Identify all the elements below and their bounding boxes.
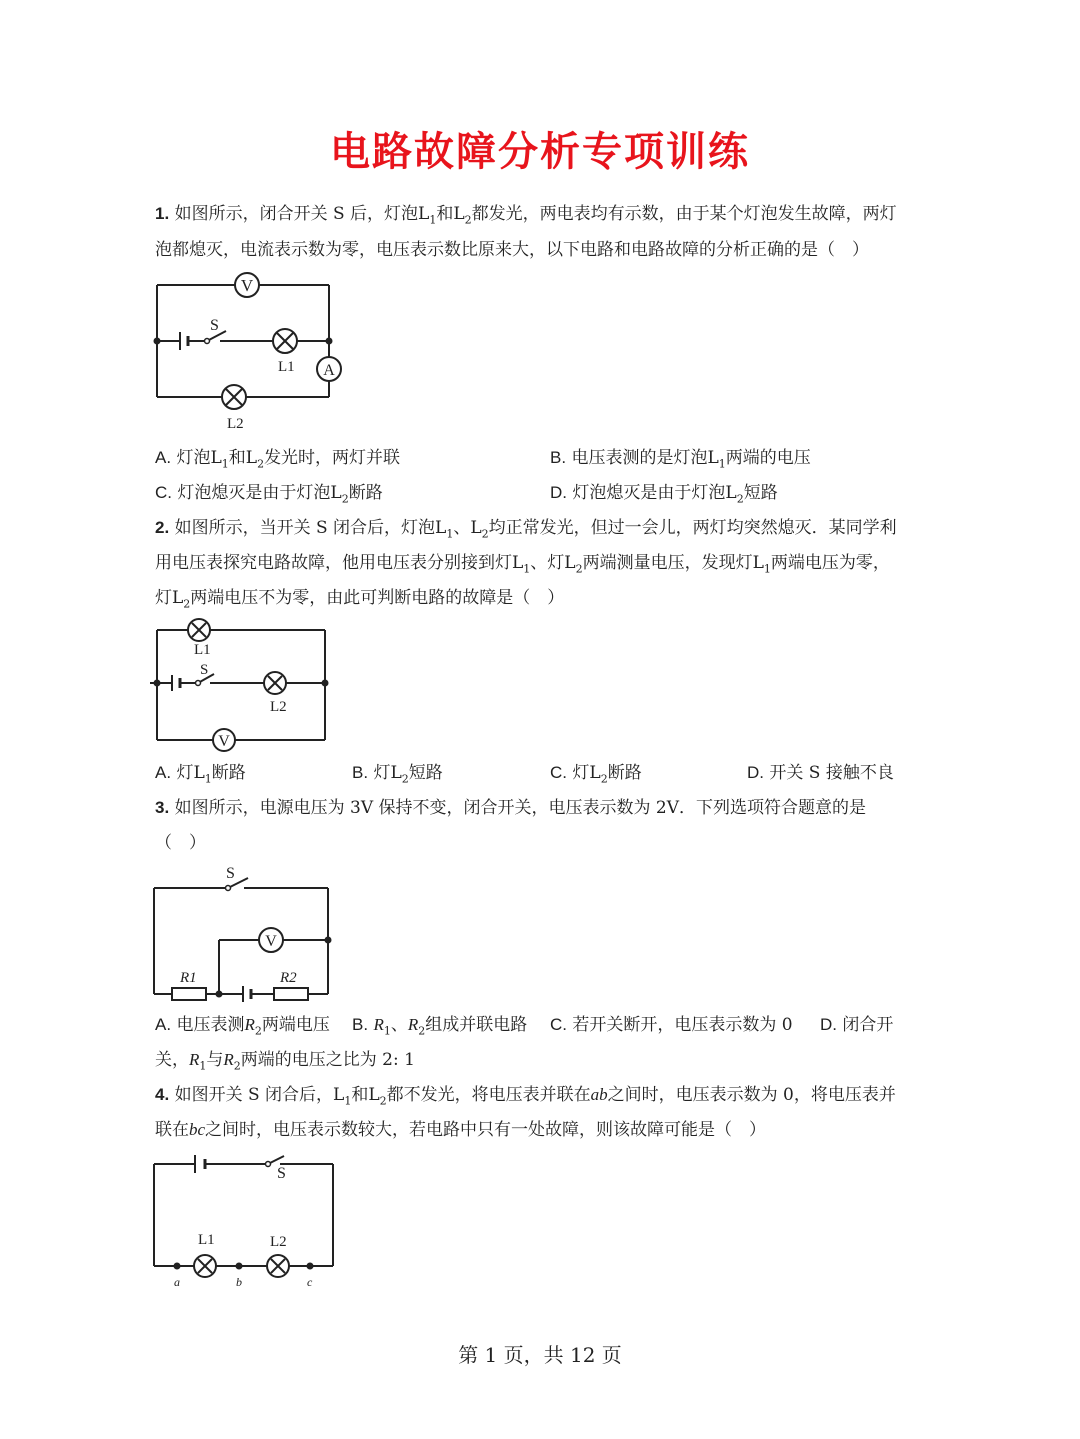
question-3-option-d[interactable]: D. 闭合开 — [820, 1015, 894, 1035]
lamp-l2-label: L2 — [270, 1234, 287, 1250]
node-a-label: a — [174, 1275, 180, 1289]
lamp-l2-label: L2 — [270, 699, 287, 715]
question-2-option-c[interactable]: C. 灯$L_2$断路 — [550, 763, 642, 786]
switch-label: S — [277, 1165, 286, 1182]
voltmeter-label: V — [240, 276, 254, 295]
lamp-l1-label: L1 — [198, 1232, 215, 1248]
question-2-line-1: 2. 如图所示，当开关 S 闭合后，灯泡$L_1$、$L_2$均正常发光，但过一会儿，两灯均突然熄灭．某同学利 — [155, 518, 897, 541]
question-2-number: 2. — [155, 518, 170, 537]
resistor-r2-label: R2 — [280, 970, 297, 986]
question-4-line-2: 联在bc之间时，电压表示数较大，若电路中只有一处故障，则该故障可能是（ ） — [155, 1120, 767, 1140]
page-title: 电路故障分析专项训练 — [330, 129, 750, 175]
question-2-line-3: 灯$L_2$两端电压不为零，由此可判断电路的故障是（ ） — [155, 588, 565, 611]
switch-label: S — [210, 317, 219, 334]
question-1-line-1: 1. 如图所示，闭合开关 S 后，灯泡$L_1$和$L_2$都发光，两电表均有示数，由于某个灯泡发生故障，两灯 — [155, 204, 897, 227]
voltmeter-label: V — [265, 933, 277, 950]
voltmeter-label: V — [218, 733, 230, 750]
question-1-number: 1. — [155, 204, 170, 223]
question-1-option-a[interactable]: A. 灯泡$L_1$和$L_2$发光时，两灯并联 — [155, 448, 401, 471]
lamp-l1-label: L1 — [278, 359, 295, 375]
question-2-option-a[interactable]: A. 灯$L_1$断路 — [155, 763, 246, 786]
lamp-l2-label: L2 — [227, 416, 244, 432]
question-3-option-d-continued: 关，$R_1$与$R_2$两端的电压之比为 2: 1 — [155, 1050, 415, 1073]
question-4-circuit-figure — [150, 1150, 345, 1290]
question-1-line-2: 泡都熄灭，电流表示数为零，电压表示数比原来大，以下电路和电路故障的分析正确的是（ ） — [155, 240, 869, 260]
switch-label: S — [200, 662, 209, 678]
question-2-option-b[interactable]: B. 灯$L_2$短路 — [352, 763, 443, 786]
question-1-option-d[interactable]: D. 灯泡熄灭是由于灯泡$L_2$短路 — [550, 483, 778, 506]
question-3-line-1: 3. 如图所示，电源电压为 3V 保持不变，闭合开关，电压表示数为 2V．下列选项符合题意的是 — [155, 798, 866, 818]
question-2-line-2: 用电压表探究电路故障，他用电压表分别接到灯$L_1$、灯$L_2$两端测量电压，发现灯$L_1$两端电压为零， — [155, 553, 890, 576]
question-3-option-a[interactable]: A. 电压表测$R_2$两端电压 — [155, 1015, 330, 1038]
question-3-option-b[interactable]: B. $R_1$、$R_2$组成并联电路 — [352, 1015, 528, 1038]
switch-label: S — [226, 865, 235, 882]
page-footer: 第 1 页，共 12 页 — [458, 1343, 622, 1367]
question-3-line-2: （ ） — [155, 833, 206, 853]
resistor-r1-label: R1 — [180, 970, 197, 986]
question-1-option-b[interactable]: B. 电压表测的是灯泡$L_1$两端的电压 — [550, 448, 811, 471]
question-1-option-c[interactable]: C. 灯泡熄灭是由于灯泡$L_2$断路 — [155, 483, 383, 506]
node-c-label: c — [307, 1275, 313, 1289]
question-2-option-d[interactable]: D. 开关 S 接触不良 — [747, 763, 894, 783]
question-2-circuit-figure — [150, 616, 340, 756]
node-b-label: b — [236, 1275, 242, 1289]
question-3-number: 3. — [155, 798, 170, 817]
question-3-option-c[interactable]: C. 若开关断开，电压表示数为 0 — [550, 1015, 793, 1035]
ammeter-label: A — [323, 362, 335, 379]
question-3-circuit-figure — [150, 864, 340, 1009]
question-1-circuit-figure — [150, 268, 350, 438]
question-4-number: 4. — [155, 1085, 170, 1104]
question-4-line-1: 4. 如图开关 S 闭合后，$L_1$和$L_2$都不发光，将电压表并联在ab之间时，电压表示数为 0，将电压表并 — [155, 1085, 896, 1108]
lamp-l1-label: L1 — [194, 642, 211, 658]
